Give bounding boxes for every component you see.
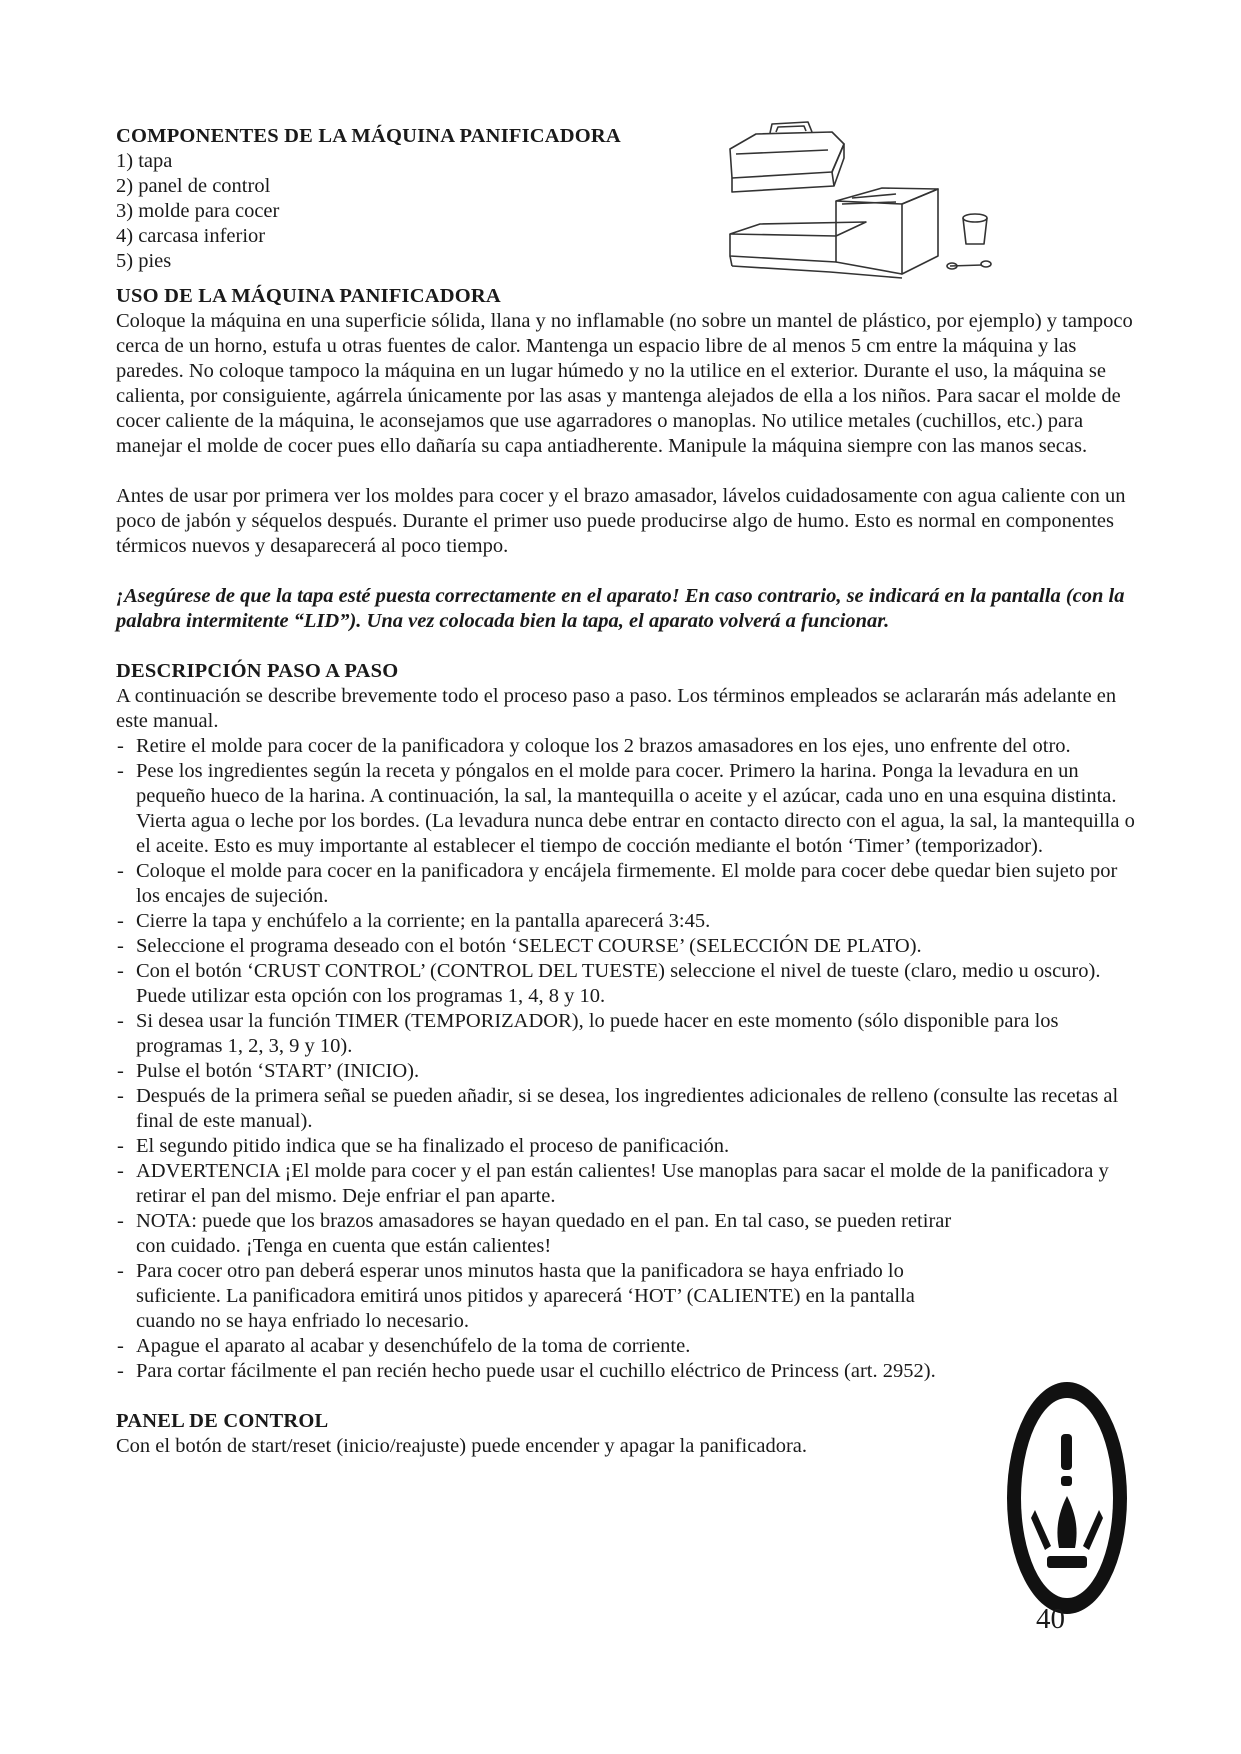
- component-item: 1) tapa: [116, 150, 173, 172]
- step-item: - ADVERTENCIA ¡El molde para cocer y el pan están calientes! Use manoplas para sacar el molde de la panificadora y retirar el pan del mismo. Deje enfriar el pan aparte.: [116, 1159, 1136, 1209]
- component-item: 3) molde para cocer: [116, 200, 280, 222]
- uso-paragraph-2: Antes de usar por primera ver los moldes para cocer y el brazo amasador, lávelos cuidadosamente con agua caliente con un poco de jabón y séquelos después. Durante el primer uso puede producirse algo de humo. Esto es normal en componentes térmicos nuevos y desaparecerá al poco tiempo.: [116, 485, 1126, 557]
- page-number: 40: [1036, 1603, 1065, 1635]
- step-item: - Cierre la tapa y enchúfelo a la corriente; en la pantalla aparecerá 3:45.: [116, 909, 1136, 934]
- step-item: - Coloque el molde para cocer en la panificadora y encájela firmemente. El molde para cocer debe quedar bien sujeto por los encajes de sujeción.: [116, 859, 1136, 909]
- crown-emblem-icon: [1003, 1378, 1131, 1618]
- components-heading: COMPONENTES DE LA MÁQUINA PANIFICADORA: [116, 125, 621, 147]
- step-item: - Pese los ingredientes según la receta y póngalos en el molde para cocer. Primero la harina. Ponga la levadura en un pequeño hueco de la harina. A continuación, la sal, la mantequilla o aceite y el azúcar, cada uno en una esquina distinta. Vierta agua o leche por los bordes. (La levadura nunca debe entrar en contacto directo con el agua, la sal, la mantequilla o el aceite. Esto es muy importante al establecer el tiempo de cocción mediante el botón ‘Timer’ (temporizador).: [116, 759, 1136, 859]
- step-item: - Seleccione el programa deseado con el botón ‘SELECT COURSE’ (SELECCIÓN DE PLATO).: [116, 934, 1136, 959]
- panel-heading: PANEL DE CONTROL: [116, 1410, 329, 1432]
- panel-paragraph: Con el botón de start/reset (inicio/reajuste) puede encender y apagar la panificadora.: [116, 1435, 808, 1457]
- step-item: - Pulse el botón ‘START’ (INICIO).: [116, 1059, 1136, 1084]
- step-item: - Apague el aparato al acabar y desenchúfelo de la toma de corriente.: [116, 1334, 1136, 1359]
- component-item: 5) pies: [116, 250, 172, 272]
- component-item: 4) carcasa inferior: [116, 225, 266, 247]
- step-item: - NOTA: puede que los brazos amasadores se hayan quedado en el pan. En tal caso, se pueden retirar con cuidado. ¡Tenga en cuenta que están calientes!: [116, 1209, 976, 1259]
- step-item: - El segundo pitido indica que se ha finalizado el proceso de panificación.: [116, 1134, 1136, 1159]
- components-list: [116, 149, 1136, 274]
- component-item: 2) panel de control: [116, 175, 271, 197]
- step-item: - Con el botón ‘CRUST CONTROL’ (CONTROL DEL TUESTE) seleccione el nivel de tueste (claro, medio u oscuro). Puede utilizar esta opción con los programas 1, 4, 8 y 10.: [116, 959, 1136, 1009]
- uso-paragraph-1: Coloque la máquina en una superficie sólida, llana y no inflamable (no sobre un mantel de plástico, por ejemplo) y tampoco cerca de un horno, estufa u otras fuentes de calor. Mantenga un espacio libre de al menos 5 cm entre la máquina y las paredes. No coloque tampoco la máquina en un lugar húmedo y no la utilice en el exterior. Durante el uso, la máquina se calienta, por consiguiente, agárrela únicamente por las asas y mantenga alejados de ella a los niños. Para sacar el molde de cocer caliente de la máquina, le aconsejamos que use agarradores o manoplas. No utilice metales (cuchillos, etc.) para manejar el molde de cocer pues ello dañaría su capa antiadherente. Manipule la máquina siempre con las manos secas.: [116, 310, 1133, 457]
- step-item: - Después de la primera señal se pueden añadir, si se desea, los ingredientes adicionales de relleno (consulte las recetas al final de este manual).: [116, 1084, 1136, 1134]
- descripcion-intro: A continuación se describe brevemente todo el proceso paso a paso. Los términos empleados se aclararán más adelante en este manual.: [116, 685, 1117, 732]
- steps-list: [116, 734, 1136, 1384]
- manual-page: [116, 124, 1136, 1459]
- descripcion-heading: DESCRIPCIÓN PASO A PASO: [116, 660, 399, 682]
- lid-warning: ¡Asegúrese de que la tapa esté puesta correctamente en el aparato! En caso contrario, se indicará en la pantalla (con la palabra intermitente “LID”). Una vez colocada bien la tapa, el aparato volverá a funcionar.: [116, 585, 1125, 632]
- step-item: - Para cortar fácilmente el pan recién hecho puede usar el cuchillo eléctrico de Princess (art. 2952).: [116, 1359, 991, 1384]
- step-item: - Para cocer otro pan deberá esperar unos minutos hasta que la panificadora se haya enfriado lo suficiente. La panificadora emitirá unos pitidos y aparecerá ‘HOT’ (CALIENTE) en la pantalla cuando no se haya enfriado lo necesario.: [116, 1259, 966, 1334]
- uso-heading: USO DE LA MÁQUINA PANIFICADORA: [116, 285, 501, 307]
- step-item: - Si desea usar la función TIMER (TEMPORIZADOR), lo puede hacer en este momento (sólo disponible para los programas 1, 2, 3, 9 y 10).: [116, 1009, 1136, 1059]
- step-item: - Retire el molde para cocer de la panificadora y coloque los 2 brazos amasadores en los ejes, uno enfrente del otro.: [116, 734, 1136, 759]
